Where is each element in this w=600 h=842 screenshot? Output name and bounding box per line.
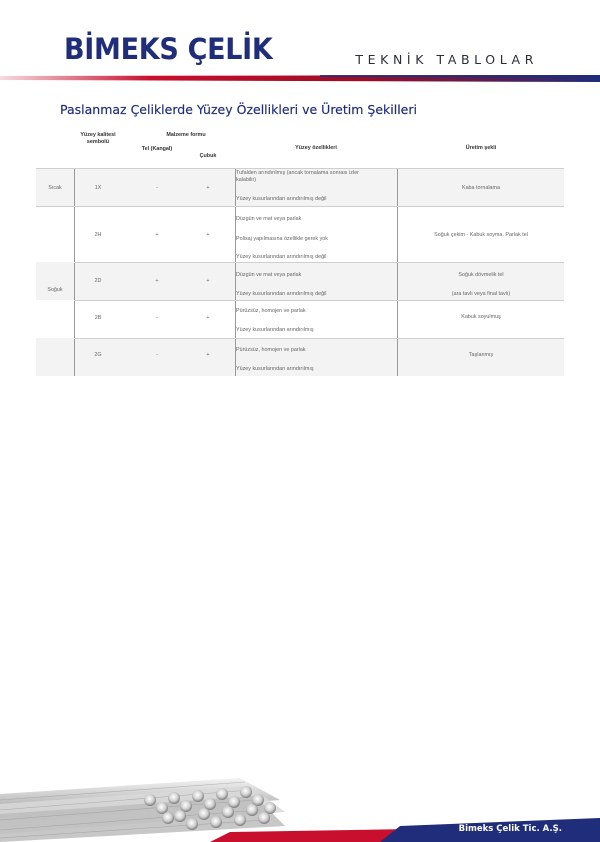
brand-logo: BİMEKS ÇELİK [64, 33, 273, 67]
group-hot: Sıcak [48, 185, 62, 191]
row-feature: Pürüzsüz, homojen ve parlak [236, 347, 306, 353]
row-feature: Yüzey kusurlarından arındırılmış [236, 366, 314, 372]
row-symbol: 1X [94, 185, 102, 191]
row-divider [36, 206, 564, 207]
row-production: Soğuk çekim - Kabuk soyma. Parlak tel [434, 232, 528, 238]
footer-company: Bimeks Çelik Tic. A.Ş. [458, 824, 562, 834]
row-bar: + [206, 352, 210, 358]
column-divider [74, 168, 75, 376]
row-production: Soğuk dövmelik tel [458, 272, 504, 278]
header-production: Üretim şekli [465, 145, 497, 151]
row-bar: + [206, 185, 210, 191]
row-feature: Yüzey kusurlarından arındırılmış değil [236, 254, 327, 260]
row-feature: Düzgün ve mat veya parlak [236, 272, 302, 278]
row-symbol: 2D [94, 278, 102, 284]
row-divider [74, 262, 564, 263]
row-wire: + [155, 278, 159, 284]
row-feature: Düzgün ve mat veya parlak [236, 216, 302, 222]
header-wire: Tel (Kangal) [141, 146, 173, 152]
row-bar: + [206, 315, 210, 321]
row-production: Kabuk soyulmuş [461, 314, 501, 320]
row-wire: - [156, 352, 158, 358]
row-production: (ara tavlı veya final tavlı) [451, 291, 511, 297]
table-header [36, 130, 564, 168]
row-bar: + [206, 278, 210, 284]
row-feature: Polisaj yapılmasına özellikle gerek yok [236, 236, 328, 242]
row-wire: - [156, 185, 158, 191]
row-feature: Pürüzsüz, homojen ve parlak [236, 308, 306, 314]
row-symbol: 2B [94, 315, 102, 321]
section-title: Paslanmaz Çeliklerde Yüzey Özellikleri ve Üretim Şekilleri [60, 102, 417, 117]
row-symbol: 2H [94, 232, 102, 238]
row-production: Kaba tornalama [461, 185, 501, 191]
row-divider [74, 338, 564, 339]
row-wire: - [156, 315, 158, 321]
group-cold: Soğuk [47, 287, 63, 293]
header-stripe [0, 74, 600, 83]
header-material-form: Malzeme formu [166, 132, 206, 138]
header-surface-features: Yüzey özellikleri [295, 145, 337, 151]
row-wire: + [155, 232, 159, 238]
row-feature: Yüzey kusurlarından arındırılmış [236, 327, 314, 333]
row-feature: Yüzey kusurlarından arındırılmış değil [236, 291, 327, 297]
document-title: TEKNİK TABLOLAR [355, 52, 538, 67]
row-divider [36, 168, 564, 169]
row-bar: + [206, 232, 210, 238]
row-feature: Yüzey kusurlarından arındırılmış değil [236, 196, 327, 202]
row-production: Taşlanmış [468, 352, 494, 358]
row-divider [74, 300, 564, 301]
row-feature: Tufalden arındırılmış (ancak tornalama sonrası izler kalabilir) [236, 170, 359, 183]
header-bar: Çubuk [199, 153, 217, 159]
row-symbol: 2G [94, 352, 102, 358]
header-surface-symbol: Yüzey kalitesi sembolü [80, 132, 116, 145]
